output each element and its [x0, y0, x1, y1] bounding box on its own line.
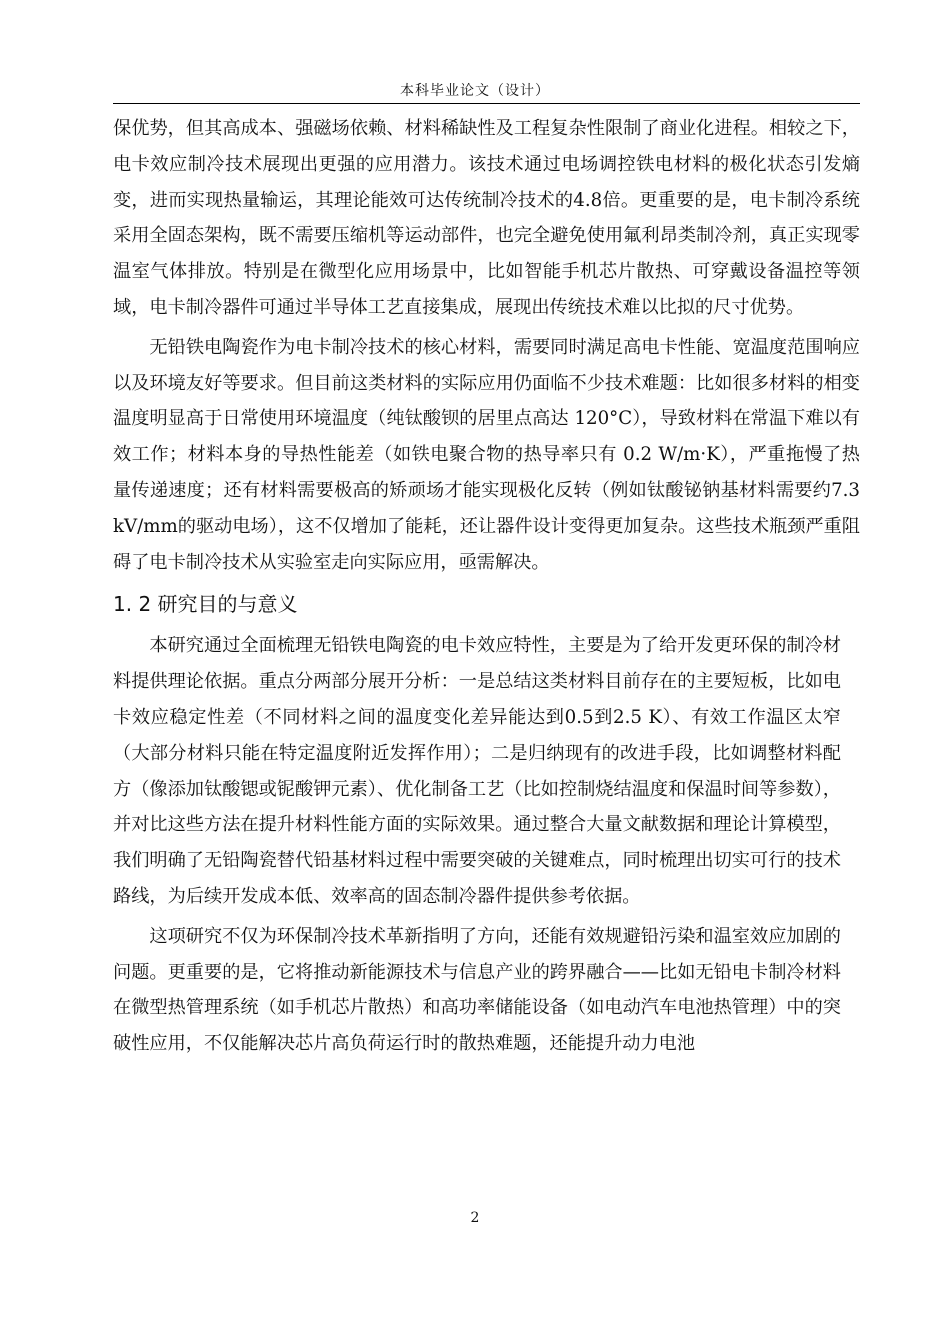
page-number: 2	[470, 1210, 480, 1226]
page-body	[113, 111, 860, 1062]
body-paragraph: 这项研究不仅为环保制冷技术革新指明了方向，还能有效规避铅污染和温室效应加剧的问题。更重要的是，它将推动新能源技术与信息产业的跨界融合——比如无铅电卡制冷材料在微型热管理系统（如手机芯片散热）和高功率储能设备（如电动汽车电池热管理）中的突破性应用，不仅能解决芯片高负荷运行时的散热难题，还能提升动力电池	[113, 925, 841, 1055]
body-paragraph: 本研究通过全面梳理无铅铁电陶瓷的电卡效应特性，主要是为了给开发更环保的制冷材料提供理论依据。重点分两部分展开分析：一是总结这类材料目前存在的主要短板，比如电卡效应稳定性差（不同材料之间的温度变化差异能达到0.5到2.5 K）、有效工作温区太窄（大部分材料只能在特定温度附近发挥作用）；二是归纳现有的改进手段，比如调整材料配方（像添加钛酸锶或铌酸钾元素）、优化制备工艺（比如控制烧结温度和保温时间等参数），并对比这些方法在提升材料性能方面的实际效果。通过整合大量文献数据和理论计算模型，我们明确了无铅陶瓷替代铅基材料过程中需要突破的关键难点，同时梳理出切实可行的技术路线，为后续开发成本低、效率高的固态制冷器件提供参考依据。	[113, 635, 841, 907]
running-header: 本科毕业论文（设计）	[400, 83, 550, 99]
body-paragraph: 无铅铁电陶瓷作为电卡制冷技术的核心材料，需要同时满足高电卡性能、宽温度范围响应以及环境友好等要求。但目前这类材料的实际应用仍面临不少技术难题：比如很多材料的相变温度明显高于日常使用环境温度（纯钛酸钡的居里点高达 120°C），导致材料在常温下难以有效工作；材料本身的导热性能差（如铁电聚合物的热导率只有 0.2 W/m·K），严重拖慢了热量传递速度；还有材料需要极高的矫顽场才能实现极化反转（例如钛酸铋钠基材料需要约7.3 kV/mm的驱动电场），这不仅增加了能耗，还让器件设计变得更加复杂。这些技术瓶颈严重阻碍了电卡制冷技术从实验室走向实际应用，亟需解决。	[113, 336, 860, 573]
section-heading: 1. 2 研究目的与意义	[113, 592, 298, 617]
header-divider	[113, 103, 860, 104]
body-paragraph: 保优势，但其高成本、强磁场依赖、材料稀缺性及工程复杂性限制了商业化进程。相较之下，电卡效应制冷技术展现出更强的应用潜力。该技术通过电场调控铁电材料的极化状态引发熵变，进而实现热量输运，其理论能效可达传统制冷技术的4.8倍。更重要的是，电卡制冷系统采用全固态架构，既不需要压缩机等运动部件，也完全避免使用氟利昂类制冷剂，真正实现零温室气体排放。特别是在微型化应用场景中，比如智能手机芯片散热、可穿戴设备温控等领域，电卡制冷器件可通过半导体工艺直接集成，展现出传统技术难以比拟的尺寸优势。	[113, 118, 860, 318]
